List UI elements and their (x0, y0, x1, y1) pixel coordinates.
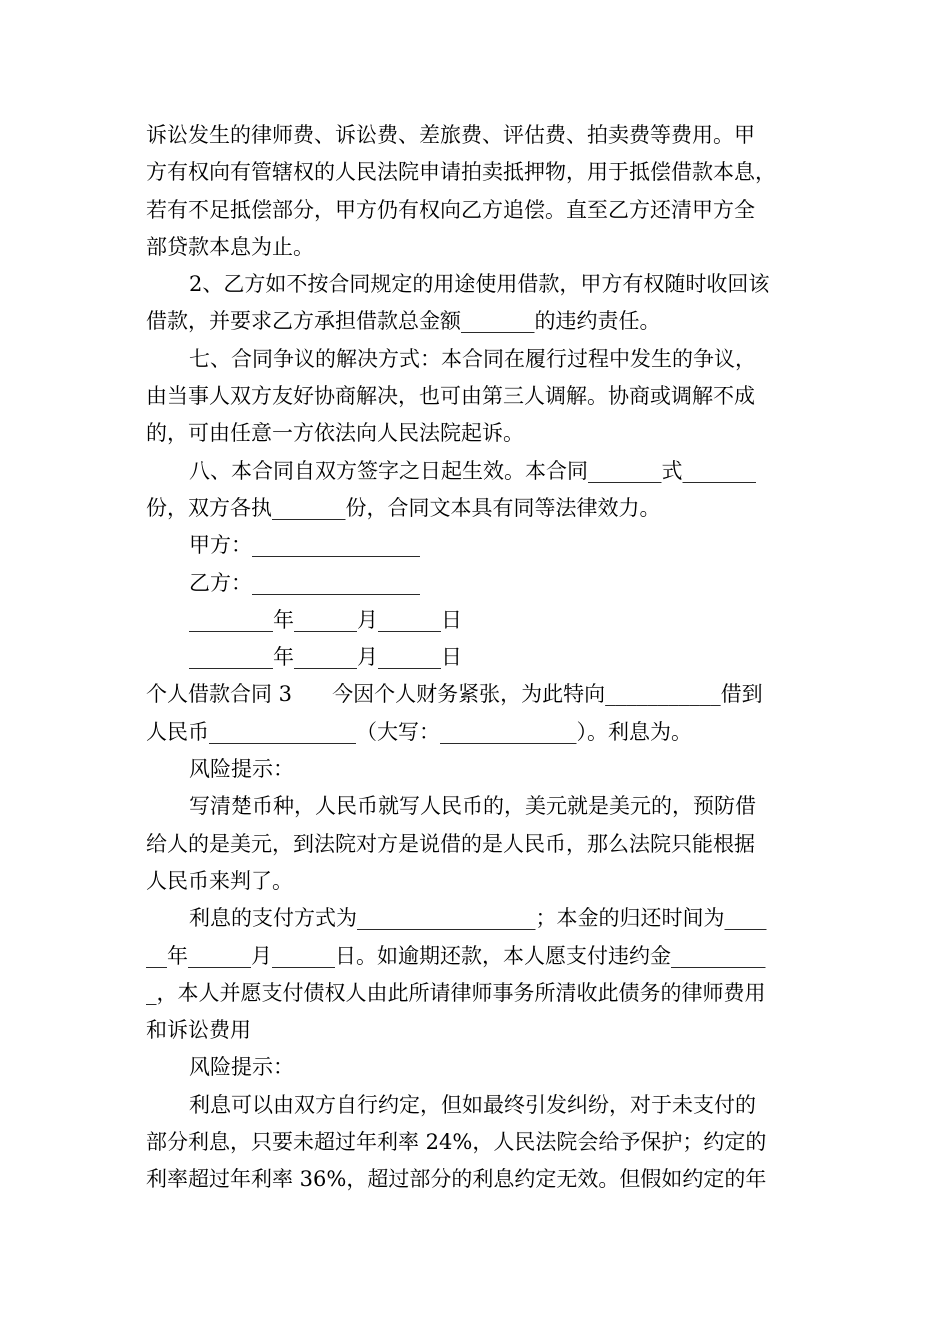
risk-tip-heading: 风险提示： (189, 1055, 294, 1080)
text-line: 部贷款本息为止。 (146, 234, 314, 259)
text-line: 的，可由任意一方依法向人民法院起诉。 (146, 421, 524, 446)
text-line: 2、乙方如不按合同规定的用途使用借款，甲方有权随时收回该 (189, 272, 770, 297)
text-line: 诉讼发生的律师费、诉讼费、差旅费、评估费、拍卖费等费用。甲 (146, 123, 755, 147)
risk-tip-heading: 风险提示： (189, 757, 294, 782)
text-line: 给人的是美元，到法院对方是说借的是人民币，那么法院只能根据 (146, 831, 755, 856)
text-line: 写清楚币种，人民币就写人民币的，美元就是美元的，预防借 (189, 794, 756, 819)
text-line: 由当事人双方友好协商解决，也可由第三人调解。协商或调解不成 (146, 384, 755, 409)
text-line: 人民币来判了。 (146, 868, 293, 893)
contract-title-line: 个人借款合同 3 今因个人财务紧张，为此特向___________借到 (146, 682, 763, 707)
text-line: 份，双方各执_______份，合同文本具有同等法律效力。 (146, 495, 661, 520)
text-line: 借款，并要求乙方承担借款总金额_______的违约责任。 (146, 309, 661, 334)
section-heading-line: 八、本合同自双方签字之日起生效。本合同_______式_______ (189, 458, 756, 483)
text-line: 部分利息，只要未超过年利率 24%，人民法院会给予保护；约定的 (146, 1130, 767, 1155)
text-line: 利息的支付方式为_________________；本金的归还时间为____ (189, 906, 767, 931)
section-heading-line: 七、合同争议的解决方式：本合同在履行过程中发生的争议， (189, 346, 756, 371)
party-b-signature-line: 乙方：________________ (189, 570, 420, 595)
text-line: 和诉讼费用 (146, 1018, 251, 1043)
date-line: ________年______月______日 (189, 607, 462, 632)
text-line: _，本人并愿支付债权人由此所请律师事务所清收此债务的律师费用 (146, 980, 766, 1005)
text-line: 利率超过年利率 36%，超过部分的利息约定无效。但假如约定的年 (146, 1167, 767, 1192)
text-line: 若有不足抵偿部分，甲方仍有权向乙方追偿。直至乙方还清甲方全 (146, 197, 755, 222)
text-line: 利息可以由双方自行约定，但如最终引发纠纷，对于未支付的 (189, 1092, 756, 1117)
document-body (146, 117, 812, 1199)
date-line: ________年______月______日 (189, 645, 462, 670)
text-line: 人民币______________（大写：_____________）。利息为。 (146, 719, 692, 744)
text-line: 方有权向有管辖权的人民法院申请拍卖抵押物，用于抵偿借款本息， (146, 160, 776, 185)
party-a-signature-line: 甲方：________________ (189, 533, 420, 558)
text-line: __年______月______日。如逾期还款，本人愿支付违约金_________ (146, 943, 766, 968)
